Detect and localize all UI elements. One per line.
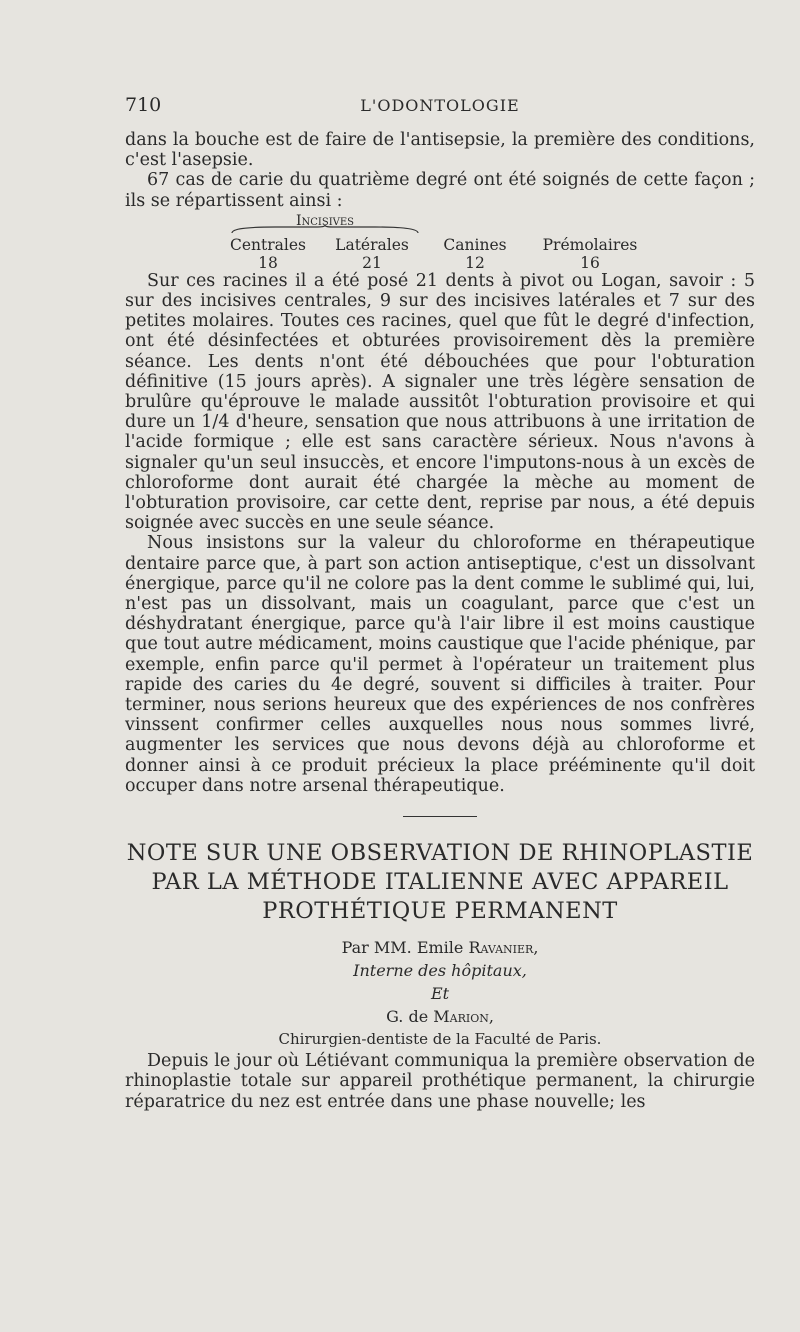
author-2-name: Marion, (433, 1007, 494, 1027)
value-laterales: 21 (362, 253, 382, 272)
value-centrales: 18 (258, 253, 278, 272)
incisives-group-label: Incisives (295, 212, 355, 229)
journal-title: L'ODONTOLOGIE (360, 96, 520, 115)
paragraph-3: Sur ces racines il a été posé 21 dents à pivot ou Logan, savoir : 5 sur des incisives centrales, 9 sur des incisives latérales et 7 sur des petites molaires. Toutes ces racines, quel que fût le degré d'infection, ont été désinfectées et obturées provisoirement dès la première séance. Les dents n'ont été débouchées que pour l'obturation définitive (15 jours après). A signaler une très légère sensation de brulûre qu'éprouve le malade aussitôt l'obturation provisoire et qui dure un 1/4 d'heure, sensation que nous attribuons à une irritation de l'acide formique ; elle est sans caractère sérieux. Nous n'avons à signaler qu'un seul insuccès, et encore l'imputons-nous à un excès de chloroforme dont aurait été chargée la mèche au moment de l'obturation provisoire, car cette dent, reprise par nous, a été depuis soignée avec succès en une seule séance. (125, 270, 755, 534)
author-line-2 (125, 1005, 755, 1028)
article-title: NOTE SUR UNE OBSERVATION DE RHINOPLASTIE PAR LA MÉTHODE ITALIENNE AVEC APPAREIL PROTHÉTIQUE PERMANENT (126, 840, 754, 925)
page-header (125, 94, 755, 124)
paragraph-4: Nous insistons sur la valeur du chloroforme en thérapeutique dentaire parce que, à part son action antiseptique, c'est un dissolvant énergique, parce qu'il ne colore pas la dent comme le sublimé qui, lui, n'est pas un dissolvant, mais un coagulant, parce que c'est un déshydratant énergique, parce qu'à l'air libre il est moins caustique que tout autre médicament, moins caustique que l'acide phénique, par exemple, enfin parce qu'il permet à l'opérateur un traitement plus rapide des caries du 4e degré, souvent si difficiles à traiter. Pour terminer, nous serions heureux que des expériences de nos confrères vinssent confirmer celles auxquelles nous nous sommes livré, augmenter les services que nous devons déjà au chloroforme et donner ainsi à ce produit précieux la place prééminente qu'il doit occuper dans notre arsenal thérapeutique. (125, 533, 755, 796)
author-2-role: Chirurgien-dentiste de la Faculté de Paris. (278, 1030, 602, 1049)
page-number: 710 (125, 94, 162, 116)
author-conjunction: Et (430, 984, 450, 1004)
author-block (125, 936, 755, 1051)
author-line-1 (125, 936, 755, 959)
author-1-role: Interne des hôpitaux, (353, 961, 527, 981)
value-canines: 12 (465, 253, 485, 272)
paragraph-5: Depuis le jour où Létiévant communiqua la première observation de rhinoplastie totale sur appareil prothétique permanent, la chirurgie réparatrice du nez est entrée dans une phase nouvelle; les (125, 1051, 755, 1112)
author-2-prefix: G. de (386, 1007, 429, 1027)
paragraph-1: dans la bouche est de faire de l'antisepsie, la première des conditions, c'est l'asepsie. (125, 130, 755, 171)
col-header-centrales: Centrales (230, 235, 306, 254)
group-brace (230, 225, 420, 235)
col-header-canines: Canines (443, 235, 507, 254)
page-body (125, 130, 755, 1112)
by-prefix: Par MM. Emile (341, 938, 464, 958)
col-header-laterales: Latérales (335, 235, 409, 254)
section-divider (403, 816, 477, 817)
col-header-premolaires: Prémolaires (542, 235, 638, 254)
author-1-name: Ravanier, (468, 938, 539, 958)
value-premolaires: 16 (580, 253, 600, 272)
paragraph-2: 67 cas de carie du quatrième degré ont été soignés de cette façon ; ils se répartissent ainsi : (125, 170, 755, 211)
teeth-table (125, 211, 755, 271)
